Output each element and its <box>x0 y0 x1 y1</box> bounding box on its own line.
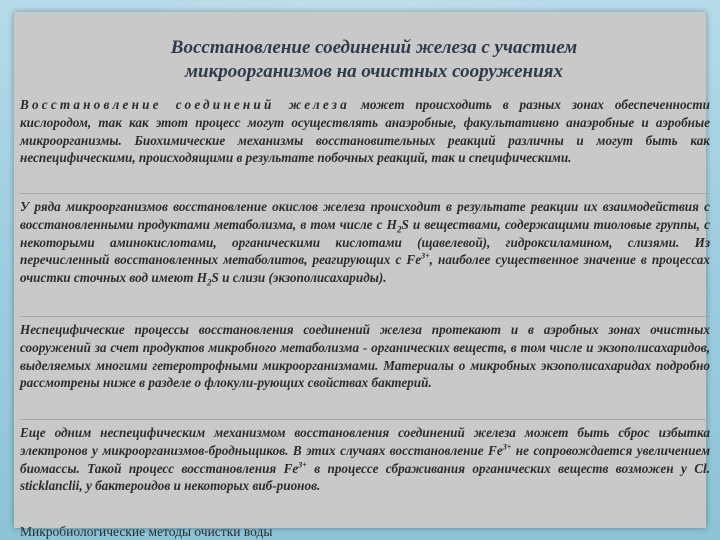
paragraph-2-part-a: У ряда микроорганизмов восстановление окислов железа происходит в результате реакции их взаимодействия с восстановленными продуктами метаболизма, в том числе с H <box>20 199 710 232</box>
page-title <box>44 36 704 84</box>
paragraph-2 <box>20 198 710 287</box>
subscript-2: 2 <box>207 277 212 288</box>
paragraph-4 <box>20 424 710 495</box>
paragraph-2-part-b: S и веществами, содержащими тиоловые группы, с некоторыми аминокислотами, органическими кислотами (щавелевой), гидроксиламином, слизями. Из перечисленный восстановленных метаболитов, реагирующих с Fe <box>20 216 710 268</box>
superscript-3plus: 3+ <box>421 252 430 261</box>
superscript-3plus: 3+ <box>502 442 512 452</box>
title-line-2: микроорганизмов на очистных сооружениях <box>185 61 563 82</box>
paragraph-2-part-c: , наиболее существенное значение в процессах очистки сточных вод имеют H <box>20 252 710 286</box>
title-line-1: Восстановление соединений железа с участием <box>170 37 578 58</box>
paragraph-1 <box>20 96 710 167</box>
paragraph-1-body: может происходить в разных зонах обеспеченности кислородом, так как этот процесс могут осуществлять анаэробные, факультативно анаэробные и аэробные микроорганизмы. Биохимические механизмы восстановительных реакций различны и могут быть как неспецифическими, происходящими в результате побочных реакций, так и специфическими. <box>20 97 711 166</box>
subscript-2: 2 <box>396 224 402 235</box>
divider <box>20 193 710 194</box>
divider <box>20 419 710 420</box>
superscript-3plus: 3+ <box>298 460 307 470</box>
paragraph-3: Неспецифические процессы восстановления соединений железа протекают и в аэробных зонах очистных сооружений за счет продуктов микробного метаболизма - органических веществ, в том числе и экзополисахаридов, выделяемых многими гетеротрофными микроорганизмами. Материалы о микробных экзополисахаридах подробно рассмотрены ниже в разделе о флокули-рующих свойствах бактерий. <box>20 322 710 391</box>
paragraph-4-part-a: Еще одним неспецифическим механизмом восстановления соединений железа может быть сброс избытка электронов у микроорганизмов-бродньщиков. В этих случаях восстановление Fe <box>20 425 710 458</box>
footer-caption: Микробиологические методы очистки воды <box>20 524 273 539</box>
paragraph-2-part-d: S и слизи (экзополисахариды). <box>211 270 387 286</box>
paragraph-1-lead: Восстановление соединений железа <box>20 97 350 112</box>
divider <box>20 316 710 317</box>
paragraph-4-part-b: не сопровождается увеличением биомассы. Такой процесс восстановления Fe <box>20 442 710 476</box>
paragraph-4-part-c: в процессе сбраживания органических веществ возможен у Cl. sticklanclii, у бактероидов и некоторых виб-рионов. <box>20 460 710 494</box>
content-panel <box>14 12 711 539</box>
